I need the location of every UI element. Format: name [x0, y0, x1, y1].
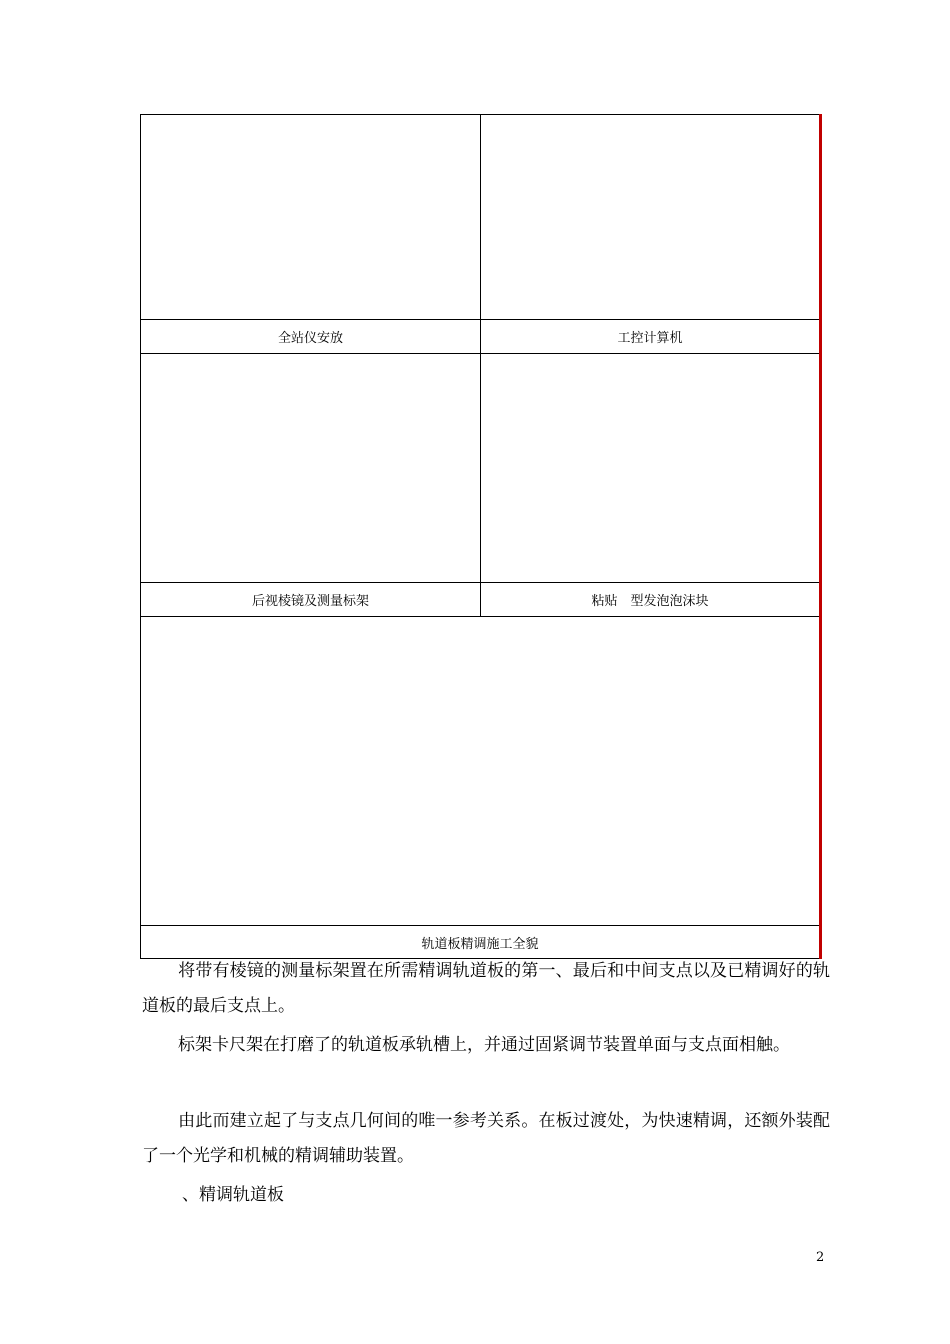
table-edge-accent [819, 114, 822, 959]
caption-industrial-computer: 工控计算机 [481, 320, 819, 354]
paragraph-3-text: 由此而建立起了与支点几何间的唯一参考关系。在板过渡处，为快速精调，还额外装配了一个光学和机械的精调辅助装置。 [142, 1111, 830, 1166]
paragraph-2-text: 标架卡尺架在打磨了的轨道板承轨槽上，并通过固紧调节装置单面与支点面相触。 [178, 1035, 790, 1055]
page-number: 2 [816, 1250, 825, 1265]
paragraph-1 [142, 954, 830, 1024]
photo-cell-industrial-computer [481, 115, 819, 320]
section-heading [142, 1178, 830, 1213]
section-heading-text: 、精调轨道板 [182, 1185, 284, 1205]
caption-foam-block: 粘贴 型发泡泡沫块 [481, 583, 819, 617]
paragraph-3 [142, 1104, 830, 1174]
caption-total-station: 全站仪安放 [141, 320, 481, 354]
caption-backsight-prism: 后视棱镜及测量标架 [141, 583, 481, 617]
caption-overview: 轨道板精调施工全貌 [421, 936, 539, 952]
paragraph-1-text: 将带有棱镜的测量标架置在所需精调轨道板的第一、最后和中间支点以及已精调好的轨道板的最后支点上。 [142, 961, 830, 1016]
photo-cell-foam-block [481, 354, 819, 583]
paragraph-2 [142, 1028, 830, 1063]
photo-cell-total-station [141, 115, 481, 320]
photo-cell-backsight-prism [141, 354, 481, 583]
photo-table [140, 114, 820, 959]
photo-cell-overview [141, 617, 819, 926]
